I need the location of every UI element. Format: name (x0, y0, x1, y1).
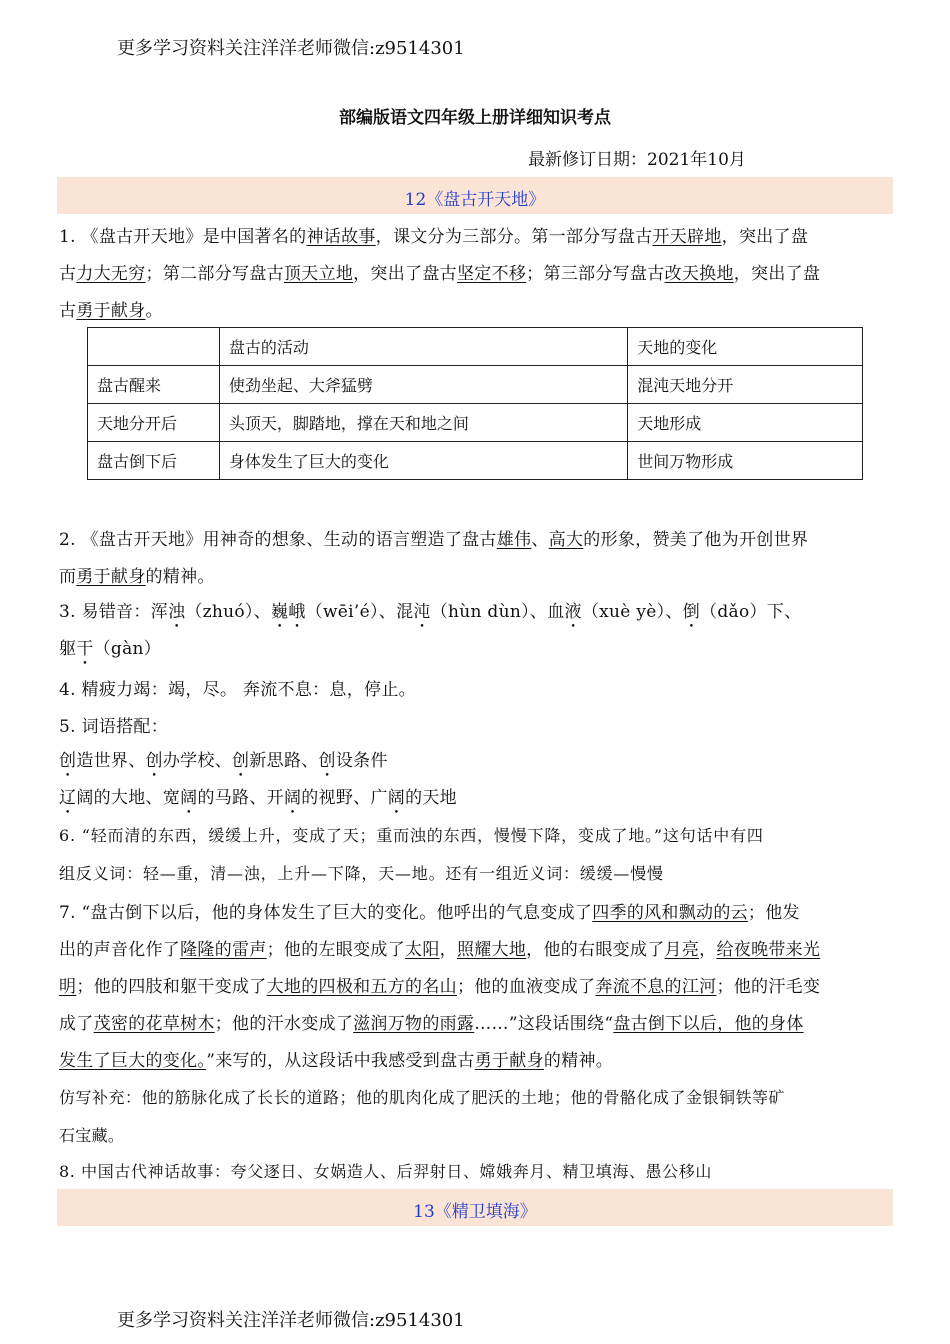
table-cell: 天地形成 (628, 404, 863, 442)
p5-title: 5. 词语搭配： (59, 717, 169, 737)
table-cell: 混沌天地分开 (628, 366, 863, 404)
p7-line-1: 7. “盘古倒下以后，他的身体发生了巨大的变化。他呼出的气息变成了四季的风和飘动的云；他发 (59, 903, 800, 923)
p7-line-5: 发生了巨大的变化。”来写的，从这段话中我感受到盘古勇于献身的精神。 (59, 1051, 614, 1071)
p1-line-3: 古勇于献身。 (59, 301, 163, 321)
imitation-line-2: 石宝藏。 (59, 1126, 125, 1145)
p4-line: 4. 精疲力竭：竭，尽。 奔流不息：息，停止。 (59, 680, 416, 700)
lesson-13-heading: 13《精卫填海》 (413, 1202, 537, 1222)
p6-line-2: 组反义词：轻—重，清—浊，上升—下降，天—地。还有一组近义词：缓缓—慢慢 (59, 864, 664, 883)
table-header-row (88, 328, 863, 366)
table-cell: 头顶天，脚踏地，撑在天和地之间 (219, 404, 627, 442)
table-cell: 世间万物形成 (628, 442, 863, 480)
lesson-12-heading: 12《盘古开天地》 (404, 190, 546, 210)
table-row (88, 404, 863, 442)
table-cell: 天地分开后 (88, 404, 220, 442)
table-header-cell: 盘古的活动 (219, 328, 627, 366)
table-header-cell: 天地的变化 (628, 328, 863, 366)
table-row (88, 366, 863, 404)
p1-line-1: 1. 《盘古开天地》是中国著名的神话故事，课文分为三部分。第一部分写盘古开天辟地，突出了盘 (59, 227, 809, 247)
table-cell: 使劲坐起、大斧猛劈 (219, 366, 627, 404)
p3-line-1: 3. 易错音：浑浊（zhuó）、巍峨（wēi’é）、混沌（hùn dùn）、血液（xuè yè）、倒（dǎo）下、 (59, 602, 802, 622)
p5-row-1: 创造世界、创办学校、创新思路、创设条件 (59, 751, 388, 771)
p6-line-1: 6. “轻而清的东西，缓缓上升，变成了天；重而浊的东西，慢慢下降，变成了地。”这句话中有四 (59, 826, 764, 845)
p5-row-2: 辽阔的大地、宽阔的马路、开阔的视野、广阔的天地 (59, 788, 457, 808)
p7-line-4: 成了茂密的花草树木；他的汗水变成了滋润万物的雨露……”这段话围绕“盘古倒下以后，他的身体 (59, 1014, 804, 1034)
pangu-table (87, 327, 863, 480)
p2-line-2: 而勇于献身的精神。 (59, 567, 215, 587)
imitation-line-1: 仿写补充：他的筋脉化成了长长的道路；他的肌肉化成了肥沃的土地；他的骨骼化成了金银铜铁等矿 (59, 1088, 786, 1107)
lesson-12-heading-band (57, 177, 893, 214)
document-title: 部编版语文四年级上册详细知识考点 (339, 108, 611, 128)
revision-date: 最新修订日期：2021年10月 (528, 150, 746, 170)
table-row (88, 442, 863, 480)
page-header: 更多学习资料关注洋洋老师微信:z9514301 (117, 38, 465, 59)
p2-line-1: 2. 《盘古开天地》用神奇的想象、生动的语言塑造了盘古雄伟、高大的形象，赞美了他为开创世界 (59, 530, 809, 550)
p1-line-2: 古力大无穷；第二部分写盘古顶天立地，突出了盘古坚定不移；第三部分写盘古改天换地，突出了盘 (59, 264, 821, 284)
p7-line-2: 出的声音化作了隆隆的雷声；他的左眼变成了太阳，照耀大地，他的右眼变成了月亮，给夜晚带来光 (59, 940, 821, 960)
p3-line-2: 躯干（gàn） (59, 639, 162, 659)
lesson-13-heading-band (57, 1189, 893, 1226)
table-header-cell (88, 328, 220, 366)
table-cell: 盘古醒来 (88, 366, 220, 404)
page-footer: 更多学习资料关注洋洋老师微信:z9514301 (117, 1310, 465, 1331)
table-cell: 盘古倒下后 (88, 442, 220, 480)
p7-line-3: 明；他的四肢和躯干变成了大地的四极和五方的名山；他的血液变成了奔流不息的江河；他的汗毛变 (59, 977, 821, 997)
p8-line: 8. 中国古代神话故事：夸父逐日、女娲造人、后羿射日、嫦娥奔月、精卫填海、愚公移山 (59, 1162, 712, 1181)
table-cell: 身体发生了巨大的变化 (219, 442, 627, 480)
